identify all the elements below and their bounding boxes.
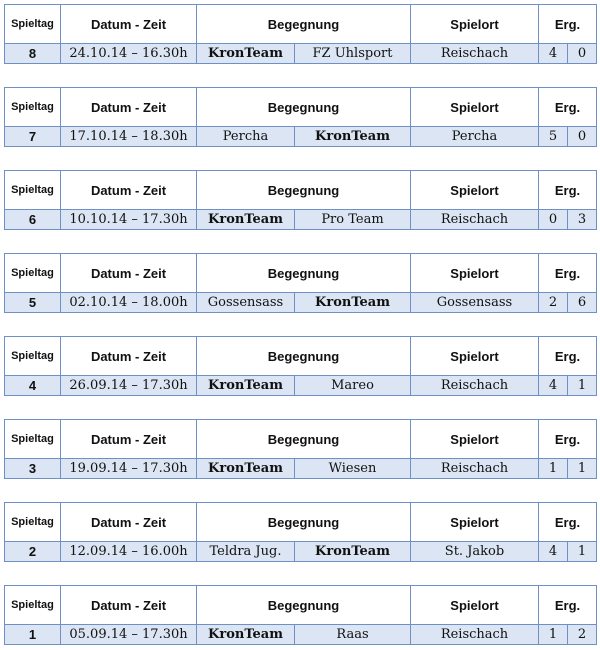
away-goals: 1 (568, 376, 597, 396)
header-datum-zeit: Datum - Zeit (61, 254, 197, 293)
match-row (5, 376, 597, 396)
match-table (4, 87, 597, 147)
match-row (5, 542, 597, 562)
match-date-time: 10.10.14 – 17.30h (61, 210, 197, 230)
header-begegnung: Begegnung (197, 254, 411, 293)
away-team: KronTeam (295, 293, 411, 313)
match-block (4, 4, 596, 64)
match-venue: Reischach (411, 459, 539, 479)
match-block (4, 87, 596, 147)
home-goals: 4 (539, 542, 568, 562)
away-goals: 1 (568, 459, 597, 479)
header-ergebnis: Erg. (539, 88, 597, 127)
match-date-time: 19.09.14 – 17.30h (61, 459, 197, 479)
header-spielort: Spielort (411, 5, 539, 44)
away-goals: 0 (568, 44, 597, 64)
header-row (5, 88, 597, 127)
match-table (4, 170, 597, 230)
match-row (5, 127, 597, 147)
header-begegnung: Begegnung (197, 171, 411, 210)
match-date-time: 17.10.14 – 18.30h (61, 127, 197, 147)
header-spielort: Spielort (411, 420, 539, 459)
away-team: FZ Uhlsport (295, 44, 411, 64)
header-datum-zeit: Datum - Zeit (61, 420, 197, 459)
header-row (5, 420, 597, 459)
header-datum-zeit: Datum - Zeit (61, 586, 197, 625)
header-spielort: Spielort (411, 503, 539, 542)
match-date-time: 05.09.14 – 17.30h (61, 625, 197, 645)
header-begegnung: Begegnung (197, 420, 411, 459)
home-team: KronTeam (197, 459, 295, 479)
header-datum-zeit: Datum - Zeit (61, 337, 197, 376)
match-block (4, 502, 596, 562)
header-spieltag: Spieltag (5, 586, 61, 625)
match-row (5, 459, 597, 479)
header-row (5, 337, 597, 376)
header-spielort: Spielort (411, 337, 539, 376)
header-row (5, 5, 597, 44)
header-spielort: Spielort (411, 171, 539, 210)
home-goals: 5 (539, 127, 568, 147)
home-goals: 1 (539, 459, 568, 479)
away-goals: 0 (568, 127, 597, 147)
match-venue: Reischach (411, 625, 539, 645)
home-team: KronTeam (197, 210, 295, 230)
match-row (5, 625, 597, 645)
header-spieltag: Spieltag (5, 503, 61, 542)
match-date-time: 02.10.14 – 18.00h (61, 293, 197, 313)
spieltag-number: 5 (5, 293, 61, 313)
header-ergebnis: Erg. (539, 420, 597, 459)
home-team: Gossensass (197, 293, 295, 313)
match-venue: Gossensass (411, 293, 539, 313)
header-ergebnis: Erg. (539, 337, 597, 376)
home-team: KronTeam (197, 376, 295, 396)
match-venue: Reischach (411, 376, 539, 396)
match-row (5, 44, 597, 64)
home-goals: 1 (539, 625, 568, 645)
home-goals: 4 (539, 376, 568, 396)
match-block (4, 253, 596, 313)
spieltag-number: 1 (5, 625, 61, 645)
home-team: KronTeam (197, 44, 295, 64)
away-team: KronTeam (295, 127, 411, 147)
header-begegnung: Begegnung (197, 88, 411, 127)
header-ergebnis: Erg. (539, 5, 597, 44)
header-spieltag: Spieltag (5, 254, 61, 293)
spieltag-number: 6 (5, 210, 61, 230)
match-block (4, 585, 596, 645)
header-begegnung: Begegnung (197, 503, 411, 542)
spieltag-number: 8 (5, 44, 61, 64)
match-table (4, 4, 597, 64)
away-team: Mareo (295, 376, 411, 396)
header-spielort: Spielort (411, 586, 539, 625)
match-block (4, 170, 596, 230)
away-goals: 1 (568, 542, 597, 562)
match-row (5, 293, 597, 313)
match-date-time: 26.09.14 – 17.30h (61, 376, 197, 396)
match-block (4, 336, 596, 396)
match-table (4, 253, 597, 313)
header-ergebnis: Erg. (539, 503, 597, 542)
match-block (4, 419, 596, 479)
home-goals: 2 (539, 293, 568, 313)
home-team: Teldra Jug. (197, 542, 295, 562)
header-begegnung: Begegnung (197, 586, 411, 625)
away-goals: 2 (568, 625, 597, 645)
match-venue: Percha (411, 127, 539, 147)
header-spieltag: Spieltag (5, 420, 61, 459)
home-team: KronTeam (197, 625, 295, 645)
match-venue: St. Jakob (411, 542, 539, 562)
away-goals: 6 (568, 293, 597, 313)
match-venue: Reischach (411, 44, 539, 64)
away-team: Wiesen (295, 459, 411, 479)
header-ergebnis: Erg. (539, 254, 597, 293)
match-table (4, 419, 597, 479)
match-venue: Reischach (411, 210, 539, 230)
header-spieltag: Spieltag (5, 5, 61, 44)
away-team: KronTeam (295, 542, 411, 562)
spieltag-number: 7 (5, 127, 61, 147)
header-spielort: Spielort (411, 254, 539, 293)
header-row (5, 254, 597, 293)
match-date-time: 12.09.14 – 16.00h (61, 542, 197, 562)
away-team: Raas (295, 625, 411, 645)
away-team: Pro Team (295, 210, 411, 230)
header-datum-zeit: Datum - Zeit (61, 503, 197, 542)
home-goals: 0 (539, 210, 568, 230)
header-row (5, 586, 597, 625)
match-row (5, 210, 597, 230)
home-team: Percha (197, 127, 295, 147)
header-datum-zeit: Datum - Zeit (61, 5, 197, 44)
spieltag-number: 2 (5, 542, 61, 562)
header-spieltag: Spieltag (5, 88, 61, 127)
match-date-time: 24.10.14 – 16.30h (61, 44, 197, 64)
header-begegnung: Begegnung (197, 337, 411, 376)
match-table (4, 336, 597, 396)
header-datum-zeit: Datum - Zeit (61, 88, 197, 127)
header-spielort: Spielort (411, 88, 539, 127)
spieltag-number: 3 (5, 459, 61, 479)
header-spieltag: Spieltag (5, 337, 61, 376)
header-datum-zeit: Datum - Zeit (61, 171, 197, 210)
match-table (4, 585, 597, 645)
spieltag-number: 4 (5, 376, 61, 396)
match-table (4, 502, 597, 562)
away-goals: 3 (568, 210, 597, 230)
header-begegnung: Begegnung (197, 5, 411, 44)
home-goals: 4 (539, 44, 568, 64)
header-row (5, 503, 597, 542)
header-ergebnis: Erg. (539, 171, 597, 210)
header-row (5, 171, 597, 210)
header-spieltag: Spieltag (5, 171, 61, 210)
header-ergebnis: Erg. (539, 586, 597, 625)
